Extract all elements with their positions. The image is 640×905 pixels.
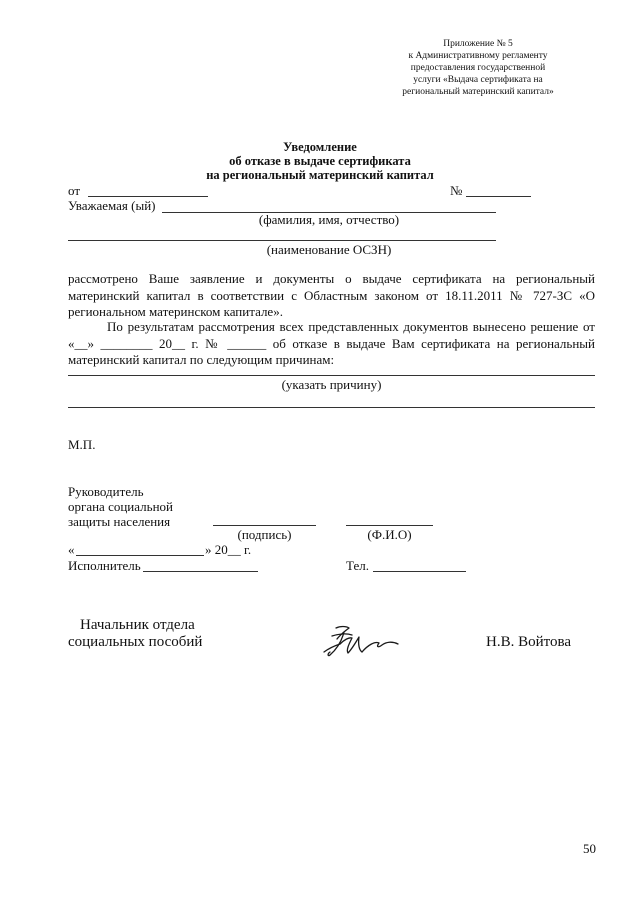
document-title — [0, 140, 640, 182]
reason-field-extra[interactable] — [68, 407, 595, 408]
chief-title-line-1: Начальник отдела — [80, 617, 195, 633]
title-line-3: на региональный материнский капитал — [206, 168, 434, 182]
body-p1-line-2: материнский капитал в соответствии с Областным законом от 18.11.2011 № 727-ЗС «О — [68, 287, 595, 303]
oszn-field[interactable] — [68, 240, 496, 241]
executor-field[interactable] — [143, 571, 258, 572]
head-title-line-1: Руководитель — [68, 484, 144, 499]
oszn-caption: (наименование ОСЗН) — [266, 242, 392, 257]
body-p2-line-1: По результатам рассмотрения всех представленных документов вынесено решение от — [107, 319, 595, 334]
date-field[interactable] — [76, 555, 204, 556]
fio-caption: (фамилия, имя, отчество) — [258, 212, 400, 227]
annex-line: услуги «Выдача сертификата на — [413, 75, 543, 85]
head-title-line-3: защиты населения — [68, 514, 171, 529]
chief-title-line-2: социальных пособий — [68, 634, 203, 650]
head-fio-field[interactable] — [346, 525, 433, 526]
body-p2-line-3: материнский капитал по следующим причинам: — [68, 352, 335, 367]
sign-caption: (подпись) — [237, 527, 292, 542]
reason-caption: (указать причину) — [281, 377, 382, 392]
reason-field[interactable] — [68, 375, 595, 376]
head-title-line-2: органа социальной — [68, 499, 173, 514]
annex-line: к Административному регламенту — [408, 51, 548, 61]
tel-field[interactable] — [373, 571, 466, 572]
number-label: № — [450, 183, 463, 198]
body-p2-line-2: «__» ________ 20__ г. № ______ об отказе в выдаче Вам сертификата на региональный — [68, 335, 595, 351]
annex-line: региональный материнский капитал» — [402, 87, 554, 97]
chief-name: Н.В. Войтова — [486, 634, 572, 650]
from-date-field[interactable] — [88, 196, 208, 197]
date-year-suffix: » 20__ г. — [205, 542, 252, 557]
title-line-1: Уведомление — [283, 140, 357, 154]
executor-label: Исполнитель — [68, 558, 141, 573]
tel-label: Тел. — [346, 558, 369, 573]
handwritten-signature — [318, 622, 404, 662]
page-number: 50 — [583, 841, 596, 856]
annex-line: предоставления государственной — [410, 63, 546, 73]
body-p1-line-3: региональном материнском капитале». — [68, 304, 283, 319]
head-signature-field[interactable] — [213, 525, 316, 526]
stamp-label: М.П. — [68, 437, 96, 452]
annex-block — [368, 38, 588, 98]
head-fio-caption: (Ф.И.О) — [367, 527, 412, 542]
greeting-label: Уважаемая (ый) — [68, 198, 156, 213]
annex-line: Приложение № 5 — [443, 39, 513, 49]
title-line-2: об отказе в выдаче сертификата — [229, 154, 411, 168]
date-open-quote: « — [68, 542, 75, 557]
number-field[interactable] — [466, 196, 531, 197]
from-label: от — [68, 183, 81, 198]
body-p1-line-1: рассмотрено Ваше заявление и документы о выдаче сертификата на региональный — [68, 271, 595, 286]
